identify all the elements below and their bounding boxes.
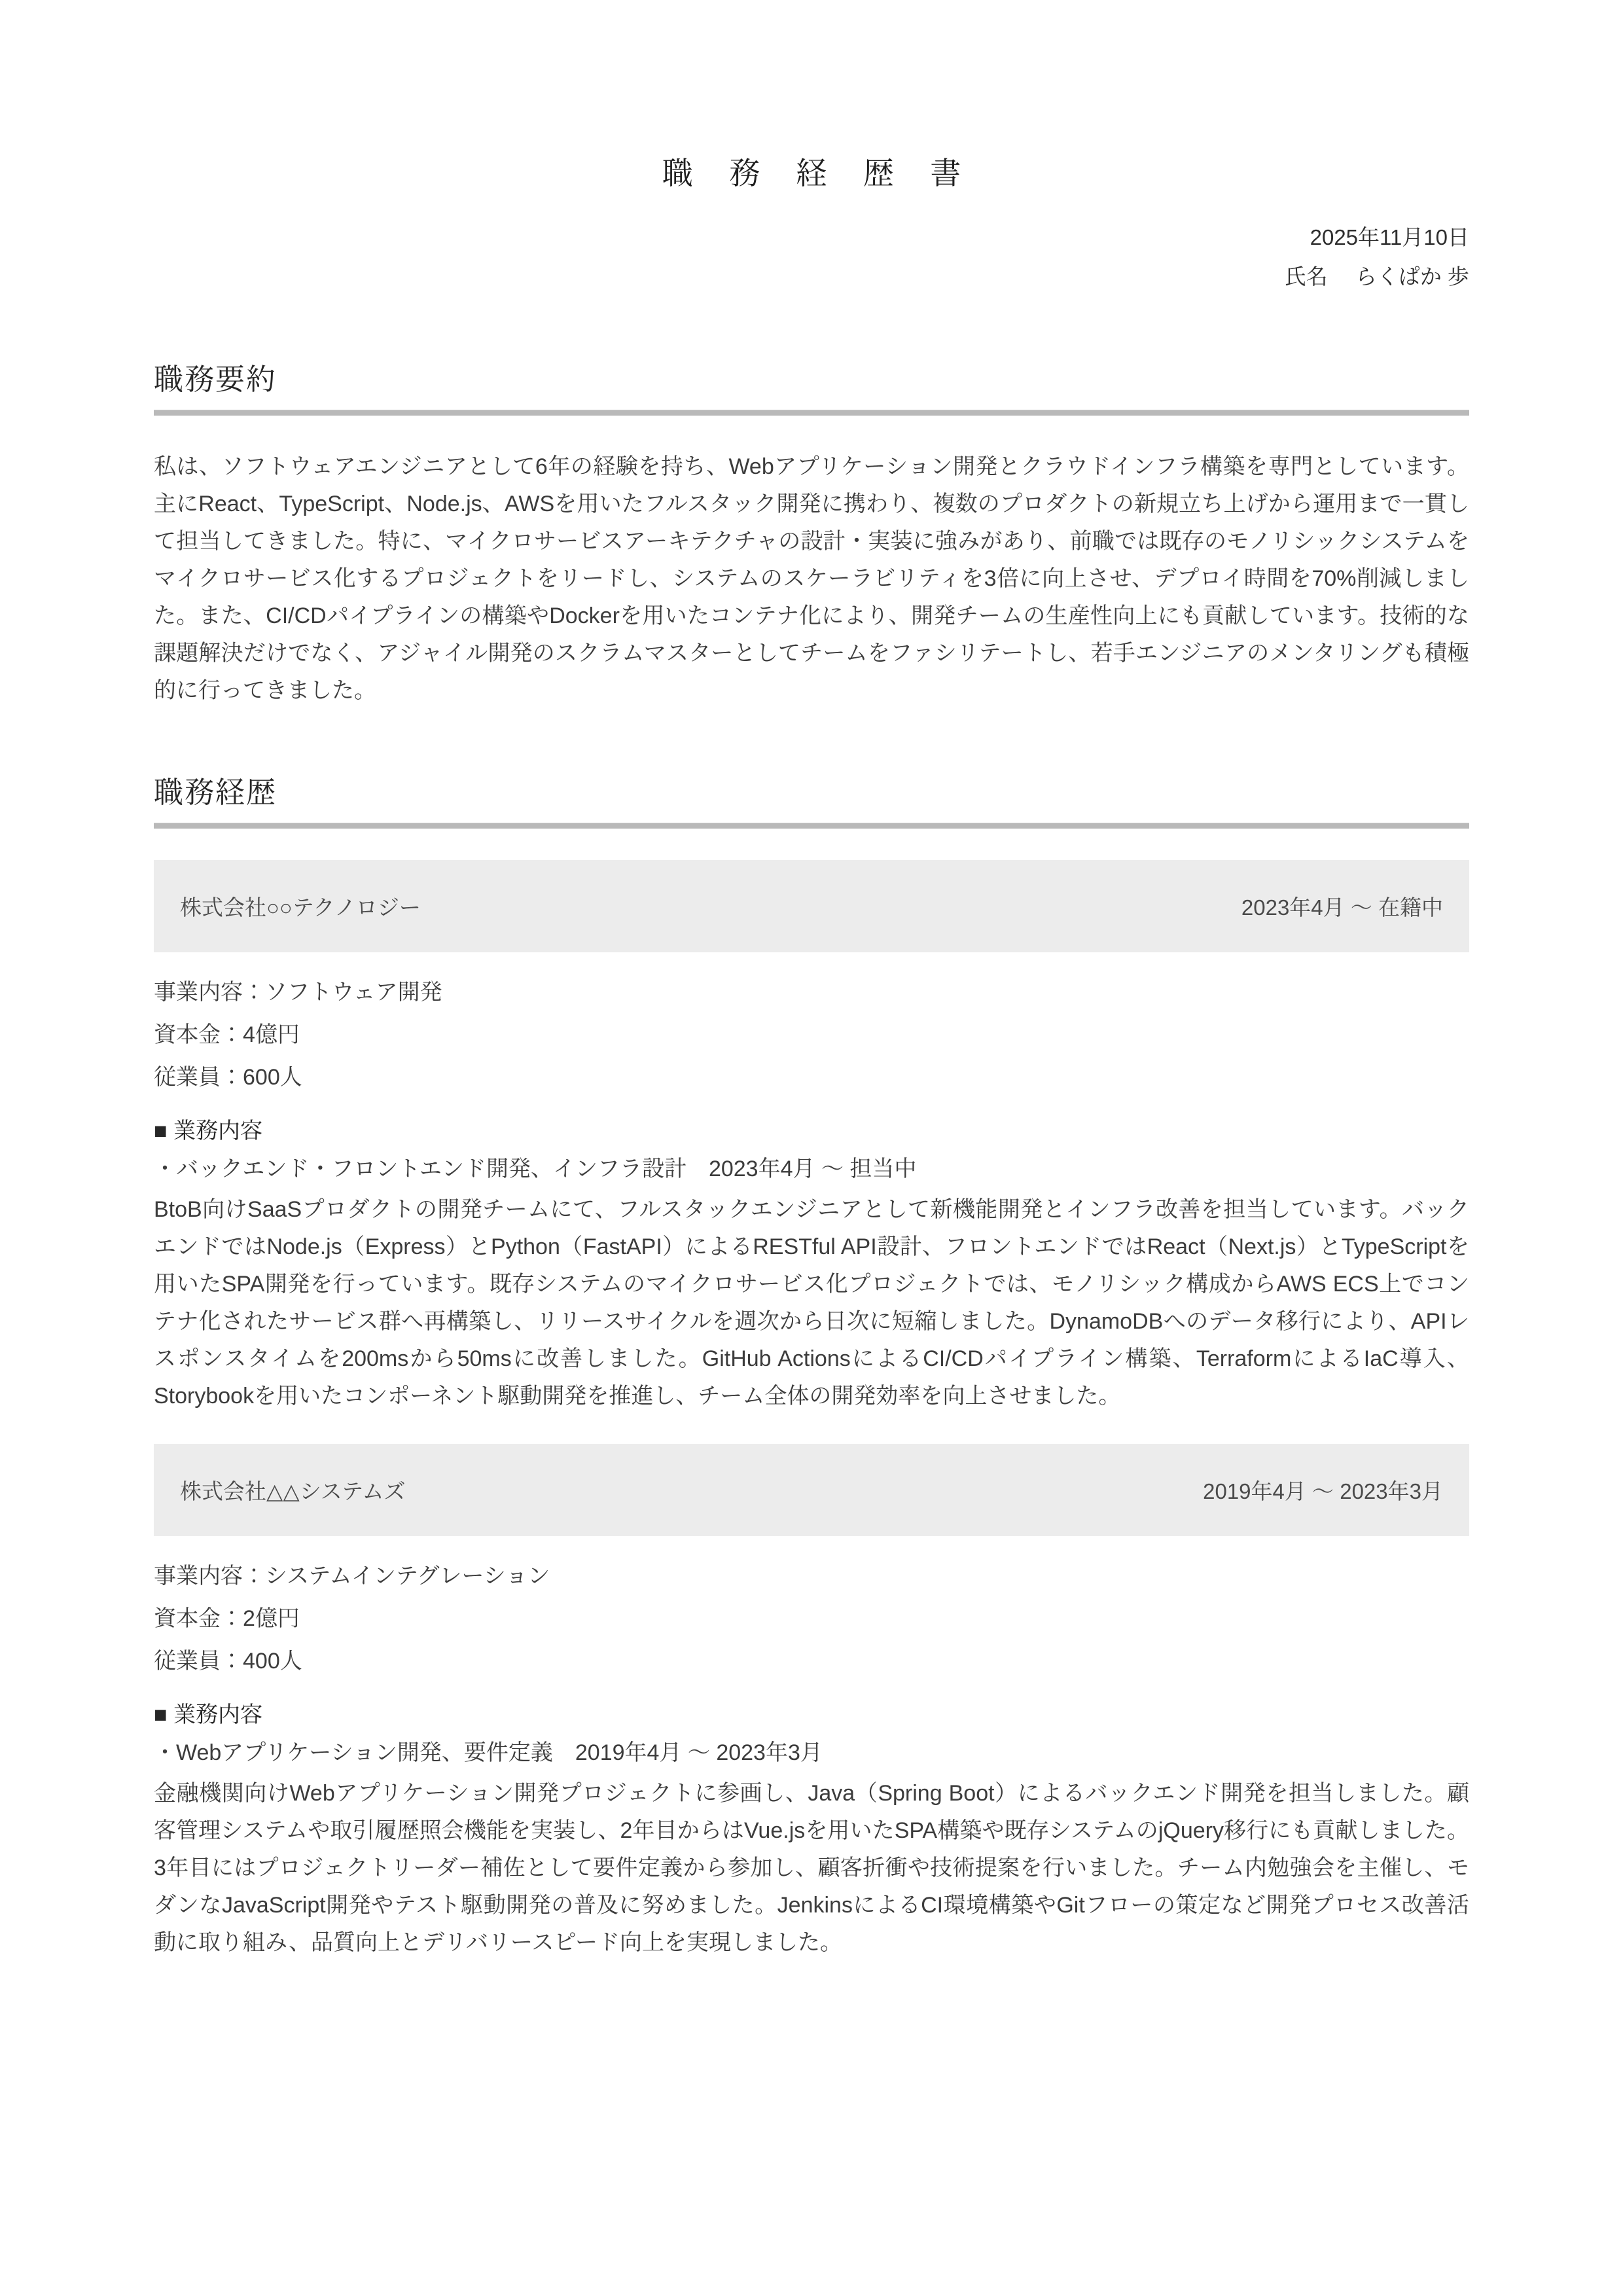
page-title: 職 務 経 歴 書: [662, 156, 975, 190]
company-header: [154, 1444, 1469, 1536]
history-heading-underline: [154, 823, 1469, 829]
resume-page: [154, 0, 1469, 1962]
name-label: 氏名: [1284, 264, 1328, 289]
company-fact-employees: 従業員：600人: [154, 1065, 302, 1090]
company-period: 2023年4月 ～ 在籍中: [1241, 895, 1443, 920]
duty-description: BtoB向けSaaSプロダクトの開発チームにて、フルスタックエンジニアとして新機能開発とインフラ改善を担当しています。バックエンドではNode.js（Express）とPython（FastAPI）によるRESTful API設計、フロントエンドではReact（Next.js）とTypeScriptを用いたSPA開発を行っています。既存システムのマイクロサービス化プロジェクトでは、モノリシック構成からAWS ECS上でコンテナ化されたサービス群へ再構築し、リリースサイクルを週次から日次に短縮しました。DynamoDBへのデータ移行により、APIレスポンスタイムを200msから50msに改善しました。GitHub ActionsによるCI/CDパイプライン構築、TerraformによるIaC導入、Storybookを用いたコンポーネント駆動開発を推進し、チーム全体の開発効率を向上させました。: [154, 1197, 1469, 1408]
company-name: 株式会社○○テクノロジー: [180, 895, 421, 920]
summary-text: 私は、ソフトウェアエンジニアとして6年の経験を持ち、Webアプリケーション開発とクラウドインフラ構築を専門としています。主にReact、TypeScript、Node.js、AWSを用いたフルスタック開発に携わり、複数のプロダクトの新規立ち上げから運用まで一貫して担当してきました。特に、マイクロサービスアーキテクチャの設計・実装に強みがあり、前職では既存のモノリシックシステムをマイクロサービス化するプロジェクトをリードし、システムのスケーラビリティを3倍に向上させ、デプロイ時間を70%削減しました。また、CI/CDパイプラインの構築やDockerを用いたコンテナ化により、開発チームの生産性向上にも貢献しています。技術的な課題解決だけでなく、アジャイル開発のスクラムマスターとしてチームをファシリテートし、若手エンジニアのメンタリングも積極的に行ってきました。: [154, 454, 1469, 703]
company-card-2: [154, 1444, 1469, 1962]
company-name: 株式会社△△システムズ: [180, 1479, 406, 1503]
company-fact-employees: 従業員：400人: [154, 1649, 302, 1674]
issue-block: [154, 218, 1469, 296]
duty-role: ・Webアプリケーション開発、要件定義 2019年4月 ～ 2023年3月: [154, 1740, 823, 1765]
company-fact-business: 事業内容：ソフトウェア開発: [154, 980, 442, 1005]
name-line: [154, 257, 1469, 296]
duty-description: 金融機関向けWebアプリケーション開発プロジェクトに参画し、Java（Spring Boot）によるバックエンド開発を担当しました。顧客管理システムや取引履歴照会機能を実装し、2年目からはVue.jsを用いたSPA構築や既存システムのjQuery移行にも貢献しました。3年目にはプロジェクトリーダー補佐として要件定義から参加し、顧客折衝や技術提案を行いました。チーム内勉強会を主催し、モダンなJavaScript開発やテスト駆動開発の普及に努めました。JenkinsによるCI環境構築やGitフローの策定など開発プロセス改善活動に取り組み、品質向上とデリバリースピード向上を実現しました。: [154, 1781, 1469, 1955]
duties-heading: ■ 業務内容: [154, 1702, 262, 1727]
issue-date: 2025年11月10日: [1310, 225, 1469, 249]
history-section-heading: 職務経歴: [154, 776, 277, 809]
company-fact-capital: 資本金：4億円: [154, 1022, 300, 1047]
duty-role: ・バックエンド・フロントエンド開発、インフラ設計 2023年4月 ～ 担当中: [154, 1157, 917, 1181]
company-fact-capital: 資本金：2億円: [154, 1606, 300, 1631]
company-facts: [154, 981, 1469, 1088]
duties-heading: ■ 業務内容: [154, 1119, 262, 1143]
company-fact-business: 事業内容：システムインテグレーション: [154, 1564, 550, 1588]
company-facts: [154, 1565, 1469, 1672]
company-period: 2019年4月 ～ 2023年3月: [1203, 1479, 1443, 1503]
summary-section: [154, 355, 1469, 709]
history-section: [154, 768, 1469, 1962]
applicant-name: らくぱか 歩: [1355, 264, 1469, 289]
company-header: [154, 860, 1469, 952]
company-card-1: [154, 860, 1469, 1415]
summary-heading-underline: [154, 410, 1469, 416]
summary-section-heading: 職務要約: [154, 363, 277, 396]
